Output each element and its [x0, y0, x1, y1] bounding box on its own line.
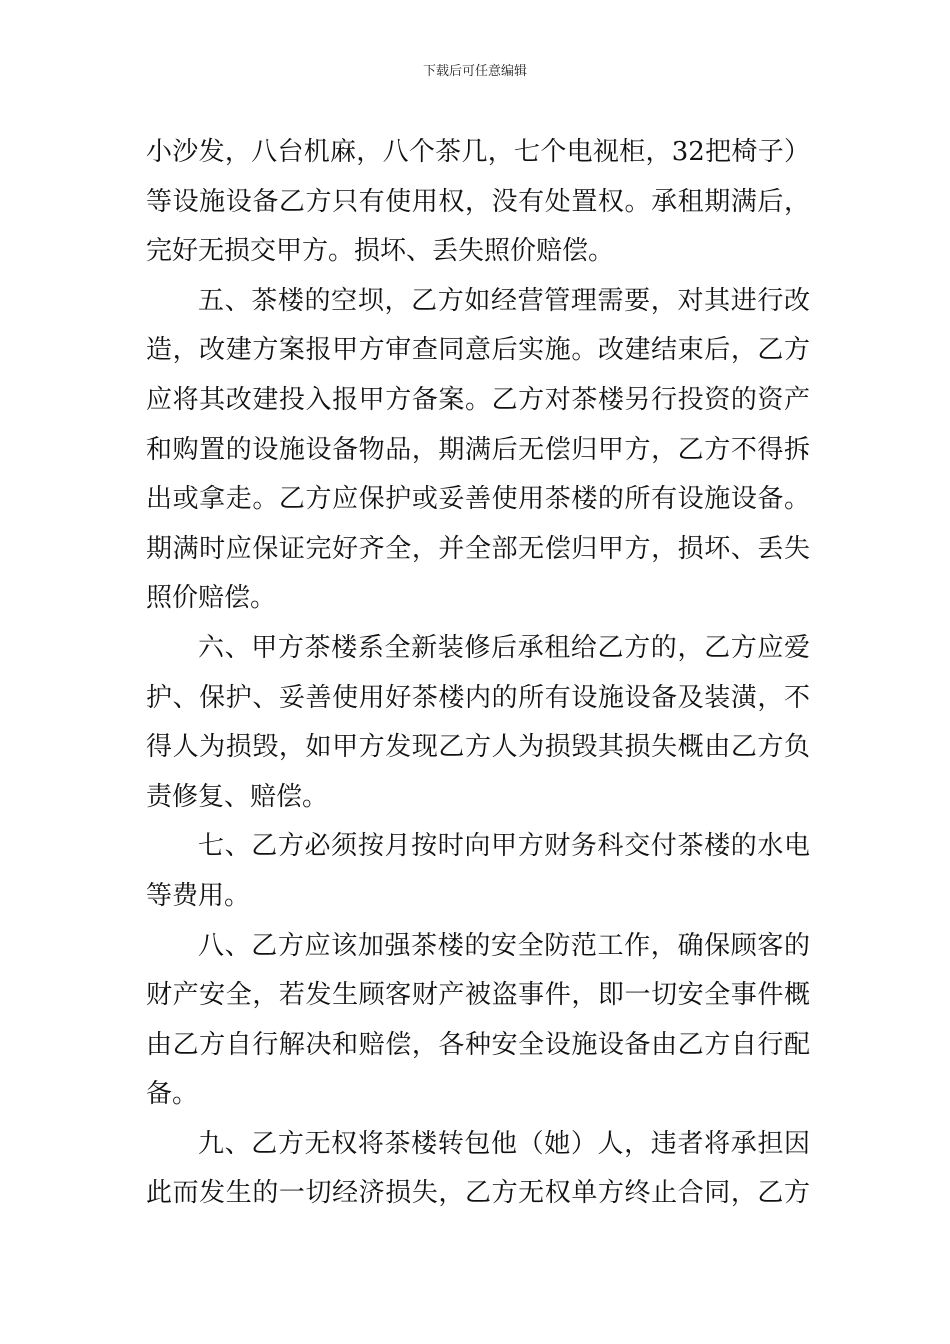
text-line: 照价赔偿。 [146, 583, 277, 614]
text-line: 得人为损毁，如甲方发现乙方人为损毁其损失概由乙方负 [146, 732, 810, 763]
text-line: 备。 [146, 1079, 199, 1110]
text-line: 六、甲方茶楼系全新装修后承租给乙方的，乙方应爱 [198, 632, 810, 663]
text-line: 财产安全，若发生顾客财产被盗事件，即一切安全事件概 [146, 980, 810, 1011]
text-line: 小沙发，八台机麻，八个茶几，七个电视柜，32把椅子） [146, 137, 810, 167]
text-line: 完好无损交甲方。损坏、丢失照价赔偿。 [146, 236, 615, 267]
text-line: 护、保护、妥善使用好茶楼内的所有设施设备及装潢，不 [146, 682, 810, 713]
text-line: 期满时应保证完好齐全，并全部无偿归甲方，损坏、丢失 [146, 533, 810, 564]
text-line: 五、茶楼的空坝，乙方如经营管理需要，对其进行改 [198, 285, 810, 316]
text-line: 由乙方自行解决和赔偿，各种安全设施设备由乙方自行配 [146, 1029, 810, 1060]
page-header-note: 下载后可任意编辑 [422, 64, 527, 79]
text-line: 此而发生的一切经济损失，乙方无权单方终止合同，乙方 [146, 1178, 810, 1209]
text-line: 应将其改建投入报甲方备案。乙方对茶楼另行投资的资产 [146, 384, 810, 415]
text-line: 八、乙方应该加强茶楼的安全防范工作，确保顾客的 [198, 930, 810, 961]
text-line: 九、乙方无权将茶楼转包他（她）人，违者将承担因 [198, 1128, 810, 1159]
document-body [146, 128, 810, 1219]
text-line: 造，改建方案报甲方审查同意后实施。改建结束后，乙方 [146, 335, 810, 366]
text-line: 等设施设备乙方只有使用权，没有处置权。承租期满后， [146, 186, 810, 217]
text-line: 责修复、赔偿。 [146, 781, 329, 812]
text-line: 等费用。 [146, 880, 251, 911]
text-line: 七、乙方必须按月按时向甲方财务科交付茶楼的水电 [198, 831, 810, 862]
text-line: 出或拿走。乙方应保护或妥善使用茶楼的所有设施设备。 [146, 484, 810, 515]
text-line: 和购置的设施设备物品，期满后无偿归甲方，乙方不得拆 [146, 434, 810, 465]
